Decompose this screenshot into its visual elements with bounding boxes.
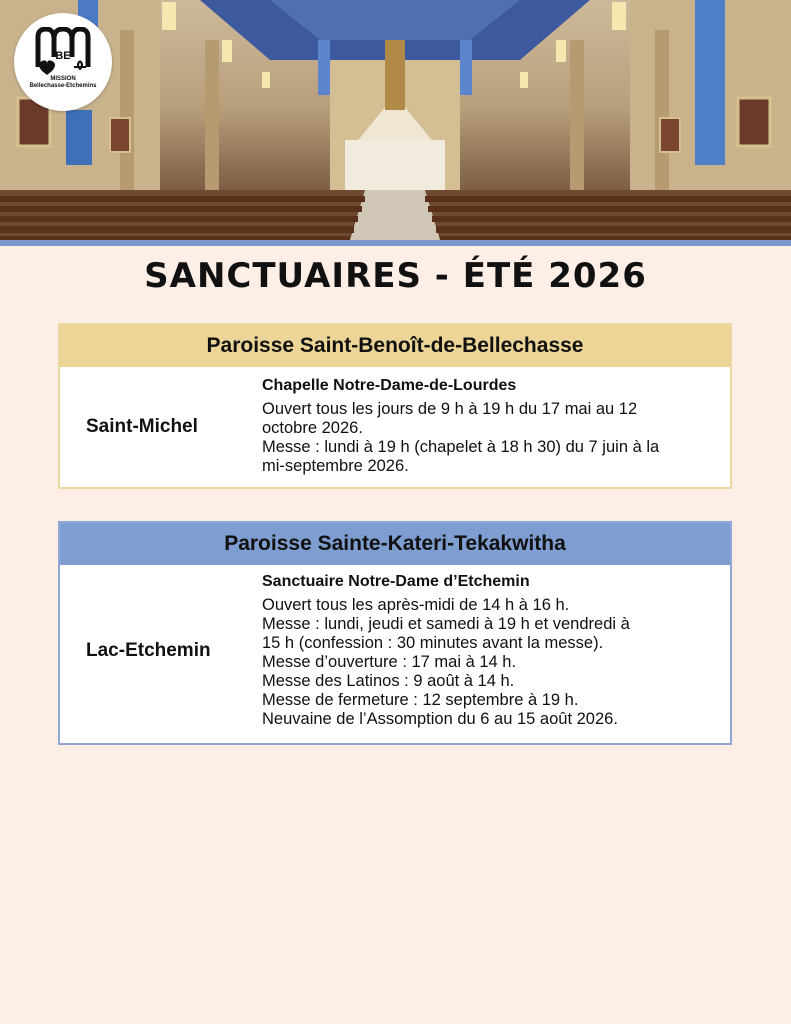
detail-line: Messe des Latinos : 9 août à 14 h.: [262, 672, 515, 690]
detail-line: Neuvaine de l’Assomption du 6 au 15 août 2026.: [262, 710, 618, 728]
sanctuary-details: [262, 375, 722, 476]
mission-logo-line2: Bellechasse-Etchemins: [29, 83, 97, 89]
detail-line: Messe : lundi à 19 h (chapelet à 18 h 30) du 7 juin à la: [262, 438, 660, 456]
detail-line: octobre 2026.: [262, 419, 363, 437]
venue-name: Chapelle Notre-Dame-de-Lourdes: [262, 377, 517, 394]
detail-line: Ouvert tous les jours de 9 h à 19 h du 17 mai au 12: [262, 400, 638, 418]
church-interior-illustration: [0, 0, 791, 240]
page-title: SANCTUAIRES - ÉTÉ 2026: [144, 256, 647, 296]
svg-text:BE: BE: [55, 50, 71, 62]
detail-line: Ouvert tous les après-midi de 14 h à 16 h.: [262, 596, 570, 614]
hero-church-photo: [0, 0, 791, 240]
mission-logo-line1: MISSION: [50, 76, 76, 82]
hero-accent-strip: [0, 240, 791, 246]
place-name: Lac-Etchemin: [86, 640, 211, 661]
detail-line: Messe d’ouverture : 17 mai à 14 h.: [262, 653, 517, 671]
place-name: Saint-Michel: [86, 416, 198, 437]
sanctuary-card-lac-etchemin: [58, 521, 732, 745]
mission-logo: [14, 13, 112, 111]
sanctuary-card-saint-michel: [58, 323, 732, 489]
parish-header: Paroisse Saint-Benoît-de-Bellechasse: [60, 325, 730, 367]
detail-line: Messe : lundi, jeudi et samedi à 19 h et vendredi à: [262, 615, 630, 633]
sanctuary-details: [262, 571, 722, 729]
detail-line: mi-septembre 2026.: [262, 457, 409, 475]
detail-line: Messe de fermeture : 12 septembre à 19 h.: [262, 691, 579, 709]
mission-logo-mark: [34, 27, 92, 75]
detail-line: 15 h (confession : 30 minutes avant la messe).: [262, 634, 604, 652]
mission-logo-caption: [14, 76, 112, 90]
venue-name: Sanctuaire Notre-Dame d’Etchemin: [262, 573, 530, 590]
parish-header: Paroisse Sainte-Kateri-Tekakwitha: [60, 523, 730, 565]
